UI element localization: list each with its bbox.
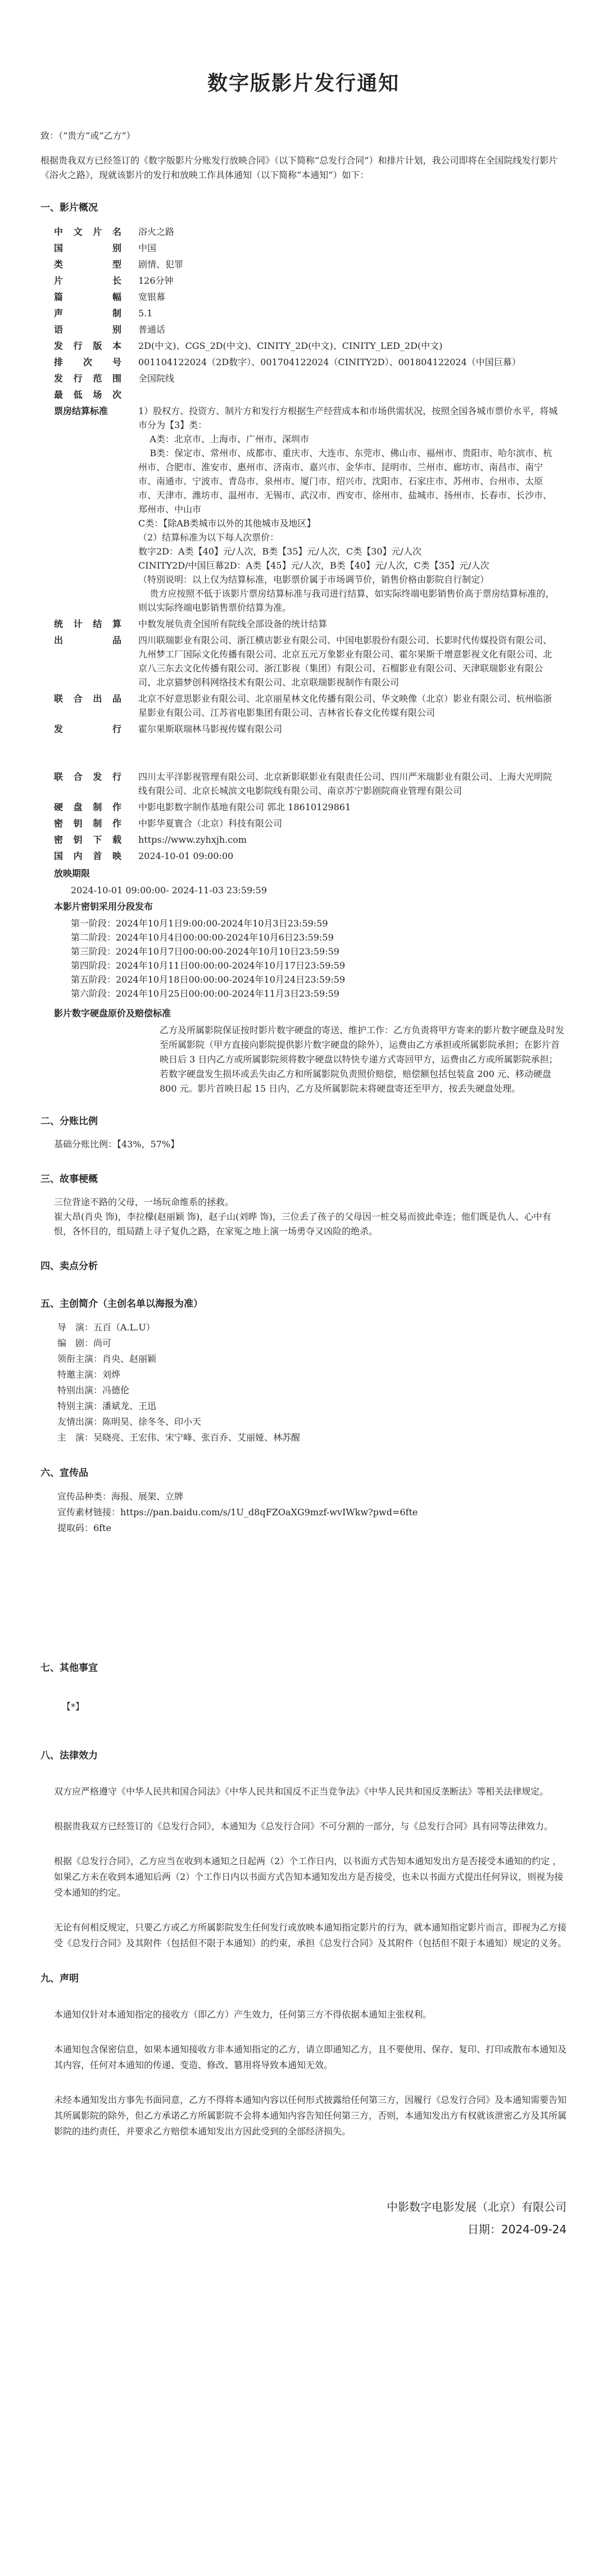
info-label-text: 中文片名 [54, 226, 121, 237]
info-label-text: 类型 [54, 259, 121, 270]
issue-date: 日期：2024-09-24 [467, 2223, 567, 2236]
section-4-title: 四、卖点分析 [40, 1261, 98, 1272]
key-phase-list [40, 916, 567, 1001]
other-matters-mark: 【*】 [62, 1701, 85, 1712]
info-label-text: 出品 [54, 635, 121, 646]
key-phase-item: 第六阶段：2024年10月25日00:00:00-2024年11月3日23:59:59 [71, 988, 339, 999]
info-value: 普通话 [138, 324, 166, 335]
info-row [54, 632, 560, 690]
info-value: 全国院线 [138, 373, 175, 384]
info-label: 票房结算标准 [54, 406, 108, 416]
info-value: 霍尔果斯联瑞林马影视传媒有限公司 [138, 724, 283, 734]
info-value: 126分钟 [138, 275, 174, 286]
info-label [54, 616, 138, 632]
info-label-text: 发行版本 [54, 340, 121, 351]
info-row [54, 815, 560, 832]
info-label [54, 289, 138, 305]
paragraph: 根据贵我双方已经签订的《总发行合同》，本通知为《总发行合同》不可分割的一部分，与《总发行合同》具有同等法律效力。 [54, 1821, 554, 1832]
info-label-text: 片长 [54, 275, 121, 286]
info-value: 宽银幕 [138, 292, 166, 302]
info-row [54, 272, 560, 289]
info-row [54, 321, 560, 338]
paragraph: 无论有何相反规定，只要乙方或乙方所属影院发生任何发行或放映本通知指定影片的行为，就本通知指定影片而言，即视为乙方接受《总发行合同》及其附件（包括但不限于本通知）的约束，承担《总发行合同》及其附件（包括但不限于本通知）规定的义务。 [54, 1922, 567, 1948]
info-label [54, 832, 138, 848]
info-row [54, 224, 560, 240]
section-7-title: 七、其他事宜 [40, 1662, 98, 1674]
key-phase-item: 第一阶段：2024年10月1日9:00:00-2024年10月3日23:59:59 [71, 918, 328, 929]
info-label-text: 语别 [54, 324, 121, 335]
key-phase-item: 第二阶段：2024年10月4日00:00:00-2024年10月6日23:59:59 [71, 932, 334, 943]
info-label [54, 690, 138, 721]
info-label-text: 密钥制作 [54, 818, 121, 829]
info-row [54, 338, 560, 354]
info-value: 中影电影数字制作基地有限公司 郭北 18610129861 [138, 802, 351, 812]
info-label [54, 799, 138, 815]
info-label [54, 848, 138, 864]
settlement-table [54, 403, 560, 616]
info-label-text: 联合出品 [54, 693, 121, 704]
paragraph: 本通知仅针对本通知指定的接收方（即乙方）产生效力，任何第三方不得依据本通知主张权利。 [54, 2009, 432, 2020]
info-label [54, 272, 138, 289]
info-row [54, 690, 560, 721]
film-info-table [54, 224, 560, 403]
info-label [54, 224, 138, 240]
section-2-title: 二、分账比例 [40, 1116, 98, 1127]
signature-block [40, 2196, 567, 2241]
info-label [54, 815, 138, 832]
info-label-text: 篇幅 [54, 292, 121, 302]
info-value: 中影华夏寰合（北京）科技有限公司 [138, 818, 283, 829]
distribution-table [54, 769, 560, 864]
info-label-text: 密钥下载 [54, 834, 121, 845]
info-label-text: 最低场次 [54, 389, 121, 400]
info-value: 四川联瑞影业有限公司、浙江横店影业有限公司、中国电影股份有限公司、长影时代传媒投资有限公司、九州梦工厂国际文化传播有限公司、北京五元万象影业有限公司、霍尔果斯千增意影视文化有限公司、北京八三东去文化传播有限公司、浙江影视（集团）有限公司、石榴影业有限公司、天津联瑞影业有限公司、北京猫梦创科网络技术有限公司、北京联瑞影视制作有限公司 [138, 635, 552, 688]
intro-paragraph: 根据贵我双方已经签订的《数字版影片分账发行放映合同》（以下简称“总发行合同”）和排片计划，我公司即将在全国院线发行影片《浴火之路》，现就该影片的发行和放映工作具体通知（以下简称“本通知”）如下： [40, 155, 558, 180]
info-row [54, 799, 560, 815]
paragraph: 双方应严格遵守《中华人民共和国合同法》《中华人民共和国反不正当竞争法》《中华人民共和国反垄断法》等相关法律规定。 [54, 1786, 549, 1797]
info-label-text: 统计结算 [54, 619, 121, 629]
section-1-title: 一、影片概况 [40, 202, 98, 213]
info-row [54, 616, 560, 632]
info-label-text: 联合发行 [54, 771, 121, 782]
info-row [54, 403, 560, 616]
info-value [138, 387, 560, 403]
section-9-title: 九、声明 [40, 1973, 79, 1984]
issuer-company: 中影数字电影发展（北京）有限公司 [387, 2200, 567, 2214]
info-value: 剧情、犯罪 [138, 259, 184, 270]
paragraph: 未经本通知发出方事先书面同意，乙方不得将本通知内容以任何形式披露给任何第三方，因履行《总发行合同》及本通知需要告知其所属影院的除外，但乙方承诺乙方所属影院不会将本通知内容告知任何第三方，否则，本通知发出方有权就该泄密乙方及其所属影院的违约责任，并要求乙方赔偿本通知发出方因此受到的全部经济损失。 [54, 2095, 567, 2137]
info-value: 中数发展负责全国所有院线全部设备的统计结算 [138, 619, 328, 629]
production-table [54, 616, 560, 737]
info-row [54, 305, 560, 321]
info-value: 2D(中文)、CGS_2D(中文)、CINITY_2D(中文)、CINITY_LED_2D(中文) [138, 340, 443, 351]
info-value: https://www.zyhxjh.com [138, 834, 247, 845]
info-value: 北京不好意思影业有限公司、北京丽星林文化传播有限公司、华文映像（北京）影业有限公司、杭州临浙星影业有限公司、江苏省电影集团有限公司、吉林省长春文化传媒有限公司 [138, 693, 552, 718]
key-phases-title: 本影片密钥采用分段发布 [54, 901, 153, 912]
promo-materials: 宣传品种类：海报、展架、立牌 宣传素材链接：https://pan.baidu.com/s/1U_d8qFZOaXG9mzf-wvIWkw?pwd=6fte 提取码：6fte [57, 1491, 418, 1533]
key-phase-item: 第四阶段：2024年10月11日00:00:00-2024年10月17日23:59:59 [71, 960, 346, 971]
info-row [54, 289, 560, 305]
key-phase-item: 第五阶段：2024年10月18日00:00:00-2024年10月24日23:59:59 [71, 974, 346, 985]
screening-window-value: 2024-10-01 09:00:00- 2024-11-03 23:59:59 [71, 885, 267, 896]
info-row [54, 848, 560, 864]
section-3-title: 三、故事梗概 [40, 1174, 98, 1185]
paragraph: 根据《总发行合同》，乙方应当在收到本通知之日起两（2）个工作日内，以书面方式告知本通知发出方是否接受本通知的约定 ，如果乙方未在收到本通知后两（2）个工作日内以书面方式告知本通知发出方是否接受，也未以书面方式提出任何异议，则视为接受本通知的约定。 [54, 1856, 564, 1898]
disk-compensation-text: 乙方及所属影院保证按时影片数字硬盘的寄送、维护工作：乙方负责将甲方寄来的影片数字硬盘及时发至所属影院（甲方直接向影院提供影片数字硬盘的除外），运费由乙方承担或所属影院承担；在影片首映日后 3 日内乙方或所属影院须将数字硬盘以特快专递方式寄回甲方，运费由乙方或所属影院承担；若数字硬盘发生损坏或丢失由乙方和所属影院负责照价赔偿，赔偿额包括包装盒 200 元、移动硬盘 800 元。影片首映日起 15 日内，乙方及所属影院未将硬盘寄还至甲方，按丢失硬盘处理。 [160, 1025, 565, 1094]
section-8-title: 八、法律效力 [40, 1750, 98, 1761]
info-label-text: 国别 [54, 243, 121, 253]
info-label [54, 256, 138, 272]
info-label [54, 305, 138, 321]
info-label [54, 354, 138, 370]
section-5-title: 五、主创简介（主创名单以海报为准） [40, 1298, 203, 1310]
screening-window-label: 放映期限 [54, 868, 90, 879]
info-label [54, 338, 138, 354]
salutation: 致：（“贵方”或“乙方”） [40, 130, 135, 141]
info-row [54, 387, 560, 403]
split-ratio-text: 基础分账比例：【43%，57%】 [54, 1139, 180, 1150]
info-label-text: 发行范围 [54, 373, 121, 384]
info-row [54, 832, 560, 848]
info-value: 001104122024（2D数字）、001704122024（CINITY2D）、001804122024（中国巨幕） [138, 357, 521, 367]
info-label [54, 321, 138, 338]
info-value: 2024-10-01 09:00:00 [138, 851, 234, 861]
info-label [54, 370, 138, 387]
info-label [54, 387, 138, 403]
info-label [54, 240, 138, 256]
info-row [54, 721, 560, 737]
info-value: 5.1 [138, 308, 153, 319]
info-label-text: 硬盘制作 [54, 802, 121, 812]
info-value: 四川太平洋影视管理有限公司、北京新影联影业有限责任公司、四川严米瑞影业有限公司、上海大光明院线有限公司、北京长城滨文电影院线有限公司、南京苏宁影剧院商业管理有限公司 [138, 771, 552, 796]
document-title: 数字版影片发行通知 [207, 72, 400, 95]
info-row [54, 240, 560, 256]
info-value: 中国 [138, 243, 157, 253]
section-6-title: 六、宣传品 [40, 1468, 88, 1479]
legal-paragraphs [40, 1784, 567, 1951]
info-label [54, 632, 138, 690]
info-label-text: 国内首映 [54, 851, 121, 861]
crew-list: 导 演：五百（A.L.U） 编 剧：尚可 领衔主演：肖央、赵丽颖 特邀主演：刘烨 特别出演：冯德伦 特别主演：潘斌龙、王迅 友情出演：陈明昊、徐冬冬、印小天 主 演：吴晓亮、王宏伟、宋宁峰、张百乔、艾丽娅、林苏醒 [57, 1322, 301, 1443]
info-label-text: 发行 [54, 724, 121, 734]
info-row [54, 354, 560, 370]
info-label-text: 排次号 [54, 357, 121, 367]
info-row [54, 769, 560, 799]
paragraph: 本通知包含保密信息，如果本通知接收方非本通知指定的乙方，请立即通知乙方，且不要使用、保存、复印、打印或散布本通知及其内容，任何对本通知的传递、变造、修改、篡用将导致本通知无效。 [54, 2044, 567, 2070]
disk-compensation-title: 影片数字硬盘原价及赔偿标准 [54, 1008, 171, 1019]
info-value: 浴火之路 [138, 226, 175, 237]
settlement-text: 1）股权方、投资方、制片方和发行方根据生产经营成本和市场供需状况，按照全国各城市票价水平，将城市分为【3】类： A类：北京市、上海市、广州市、深圳市 B类：保定市、常州市、成都市、重庆市、大连市、东莞市、佛山市、福州市、贵阳市、哈尔滨市、杭州市、合肥市、淮安市、惠州市、济南市、嘉兴市、金华市、昆明市、兰州市、廊坊市、南昌市、南宁市、南通市、宁波市、青岛市、泉州市、厦门市、绍兴市、沈阳市、石家庄市、苏州市、台州市、太原市、天津市、潍坊市、温州市、无锡市、武汉市、西安市、徐州市、盐城市、扬州市、长春市、长沙市、郑州市、中山市 C类：【除AB类城市以外的其他城市及地区】 （2）结算标准为以下每人次票价： 数字2D：A类【40】元/人次，B类【35】元/人次，C类【30】元/人次 CINITY2D/中国巨幕2D：A类【45】元/人次，B类【40】元/人次，C类【35】元/人次 （特别说明：以上仅为结算标准，电影票价属于市场调节价，销售价格由影院自行制定） 贵方应按照不低于该影片票房结算标准与我司进行结算，如实际终端电影销售价高于票房结算标准的，则以实际终端电影销售票价结算为准。 [138, 406, 558, 613]
info-row [54, 370, 560, 387]
info-label-text: 声制 [54, 308, 121, 319]
info-label [54, 769, 138, 799]
synopsis-text: 三位背途不路的父母，一场玩命维系的拯救。 崔大昂(肖央 饰)，李拉檬(赵丽颖 饰)，赵子山(刘晔 饰)，三位丢了孩子的父母因一桩交易而彼此牵连；他们既是仇人、心中有恨，各怀目的，组局踏上寻子复仇之路，在家冤之地上演一场勇夺又凶险的绝杀。 [54, 1197, 551, 1237]
key-phase-item: 第三阶段：2024年10月7日00:00:00-2024年10月10日23:59:59 [71, 946, 339, 957]
info-row [54, 256, 560, 272]
statement-paragraphs [40, 2007, 567, 2139]
info-label [54, 721, 138, 737]
